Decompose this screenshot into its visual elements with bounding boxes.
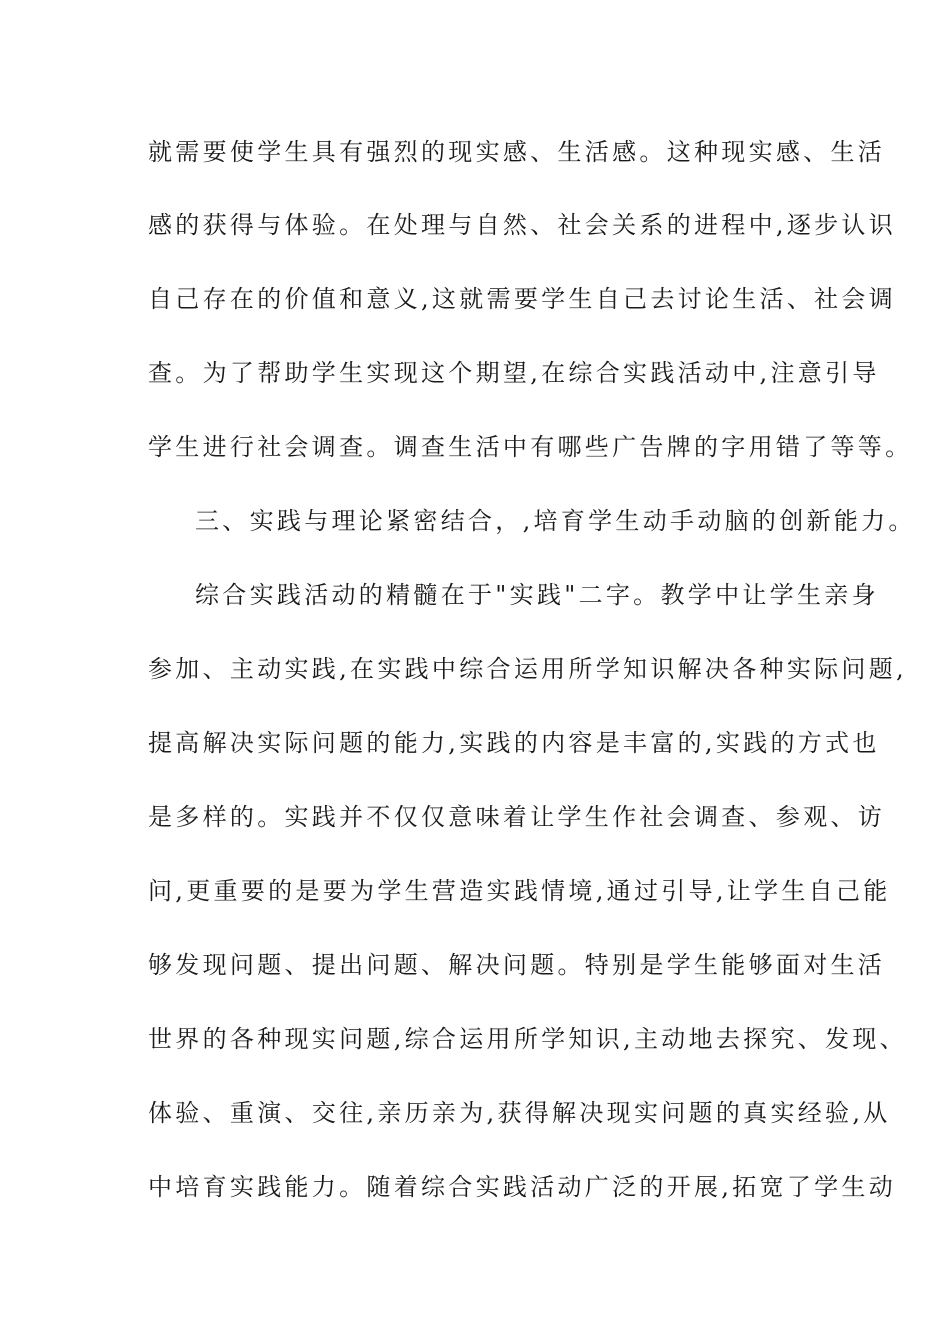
paragraph-line: 感的获得与体验。在处理与自然、社会关系的进程中,逐步认识 (148, 211, 897, 239)
paragraph-line: 自己存在的价值和意义,这就需要学生自己去讨论生活、社会调 (148, 285, 897, 313)
paragraph-line: 提高解决实际问题的能力,实践的内容是丰富的,实践的方式也 (148, 729, 880, 757)
paragraph-line: 就需要使学生具有强烈的现实感、生活感。这种现实感、生活 (148, 138, 886, 166)
paragraph-line: 综合实践活动的精髓在于"实践"二字。教学中让学生亲身 (195, 581, 879, 609)
paragraph-line: 是多样的。实践并不仅仅意味着让学生作社会调查、参观、访 (148, 803, 886, 831)
paragraph-line: 参加、主动实践,在实践中综合运用所学知识解决各种实际问题, (148, 655, 907, 683)
paragraph-line: 问,更重要的是要为学生营造实践情境,通过引导,让学生自己能 (148, 877, 891, 905)
paragraph-line: 中培育实践能力。随着综合实践活动广泛的开展,拓宽了学生动 (148, 1173, 897, 1201)
paragraph-line: 体验、重演、交往,亲历亲为,获得解决现实问题的真实经验,从 (148, 1099, 891, 1127)
paragraph-line: 学生进行社会调查。调查生活中有哪些广告牌的字用错了等等。 (148, 433, 913, 461)
section-heading: 三、实践与理论紧密结合，,培育学生动手动脑的创新能力。 (195, 507, 916, 535)
paragraph-line: 世界的各种现实问题,综合运用所学知识,主动地去探究、发现、 (148, 1025, 907, 1053)
paragraph-line: 够发现问题、提出问题、解决问题。特别是学生能够面对生活 (148, 951, 886, 979)
paragraph-line: 查。为了帮助学生实现这个期望,在综合实践活动中,注意引导 (148, 359, 880, 387)
